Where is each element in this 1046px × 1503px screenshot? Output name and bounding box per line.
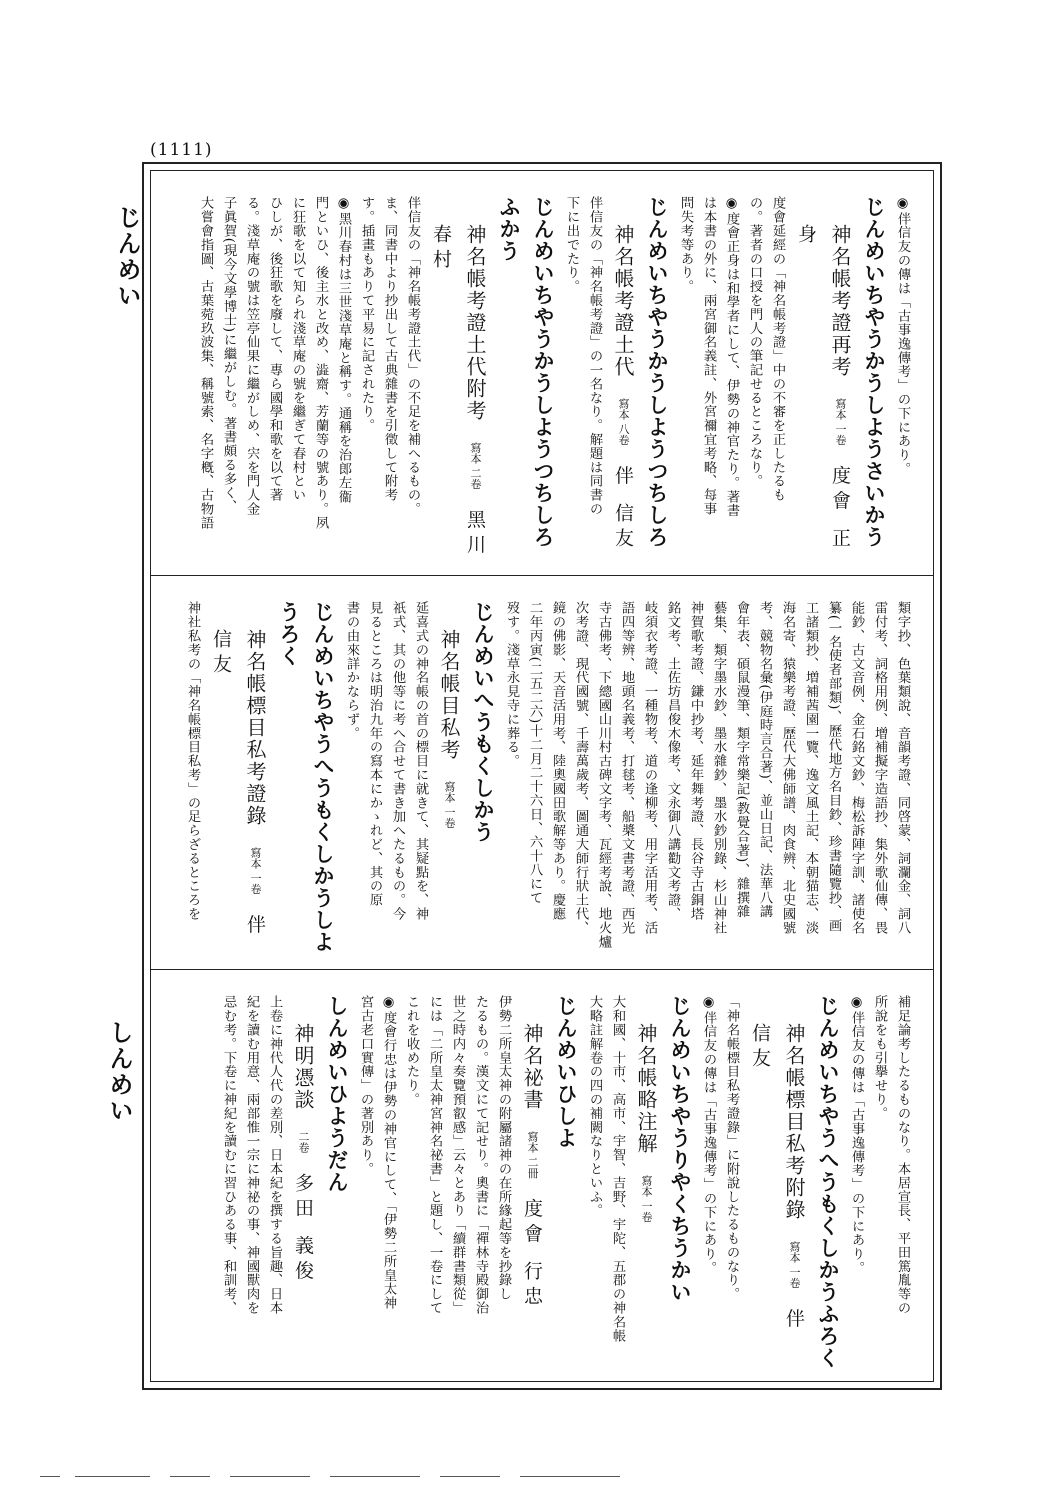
entry-body-line: 延喜式の神名帳の首の標目に就きて、其疑點を、神: [413, 601, 428, 921]
entry-title-line: [789, 196, 857, 563]
entry-title: 神名帳考證土代: [611, 224, 635, 378]
entry-body-line: ま、同書中より抄出して古典雜書を引徵して附考: [382, 196, 397, 502]
entry-body-line: 大略註解卷の四の補闕なりといふ。: [587, 995, 602, 1218]
entry-volumes: 寫本 一卷: [249, 847, 262, 895]
entry-reading-heading: じんめいひしよ: [554, 995, 579, 1149]
entry-body-line: ◉伴信友の傳は「古事逸傳考」の下にあり。: [701, 995, 716, 1275]
scan-edge-mark: [170, 1476, 210, 1477]
entry-body-line: 工諸類抄、増補茜園一覽、逸文風土記、本朝猫志、淡: [803, 601, 818, 935]
scan-edge-mark: [230, 1476, 310, 1477]
entry-body-line: 次考證、現代國號、千壽萬歲考、圖通大師行狀土代、: [573, 601, 588, 935]
entry-reading-heading: じんめいちやうへうもくしかうしようろく: [277, 601, 336, 953]
entry-body-line: 伴信友の「神名帳考證」の一名なり。解題は同書の: [587, 196, 602, 516]
entry-volumes: 寫本 一卷: [443, 781, 456, 829]
entry-body-line: 問失考等あり。: [678, 196, 693, 294]
entry-title-line: [629, 995, 663, 1370]
entry-reading-heading: じんめいへうもくしかう: [471, 601, 496, 843]
entry-reading-heading: じんめいちやうへうもくしかうふろく: [816, 995, 841, 1369]
entry-body-line: ひしが、後狂歌を廢して、專ら國學和歌を以て著: [267, 196, 282, 502]
entry-body-line: 歿す。淺草永見寺に葬る。: [504, 601, 519, 768]
entry-body-line: ◉度會正身は和學者にして、伊勢の神官たり。著書: [724, 196, 739, 518]
scan-edge-mark: [75, 1476, 150, 1477]
entry-title-line: [606, 196, 640, 563]
side-label-bottom: しんめい: [105, 1020, 134, 1124]
entry-title-line: [424, 196, 492, 563]
entry-body-line: 岐須衣考證、一種物考、道の逢柳考、用字活用考、活: [642, 601, 657, 935]
entry-body-line: これを收めたり。: [404, 995, 419, 1107]
entry-body-line: 藝集、類字墨水鈔、墨水雜鈔、墨水鈔別錄、杉山神社: [711, 601, 726, 935]
entry-volumes: 寫本 一卷: [834, 398, 847, 446]
entry-body-line: 祇式、其の他等に考へ合せて書き加へたるもの。今: [390, 601, 405, 921]
entry-body-line: 書の由來詳かならず。: [344, 601, 359, 740]
entry-body-line: は本書の外に、兩宮御名義註、外宮禰宜考略、每事: [701, 196, 716, 516]
entry-body-line: 語四等辨、地頭名義考、打毬考、船槳文書考證、西光: [619, 601, 634, 935]
entry-reading-heading: じんめいちやうかうしようさいかう: [862, 196, 887, 548]
entry-body-line: 神社私考の「神名帳標目私考」の足らざるところを: [185, 601, 200, 921]
entry-body-line: ◉伴信友の傳は「古事逸傳考」の下にあり。: [895, 196, 910, 476]
entry-body-line: 宮古老口實傳」の著別あり。: [358, 995, 373, 1176]
entry-body-line: 大嘗會指圖、古葉菀玖波集、稱號索、名字槪、古物語: [198, 196, 213, 530]
entry-title: 神名帳標目私考附錄: [782, 1023, 806, 1221]
scan-edge-mark: [520, 1476, 620, 1477]
side-label-top: じんめい: [113, 205, 142, 309]
entry-body-line: 能鈔、古文音例、金石銘文鈔、梅松訴陣字訓、諸使名: [849, 601, 864, 935]
scan-edge-mark: [440, 1476, 500, 1477]
entries-section-top: [152, 172, 932, 573]
entry-body-line: 所說をも引擧せり。: [872, 995, 887, 1121]
entry-title: 神名帳考證再考: [828, 224, 852, 378]
entry-body-line: には「二所皇太神宮神名祕書」と題し、一卷にして: [427, 995, 442, 1315]
entry-body-line: たるもの。漢文にて記せり。奧書に「禪林寺殿御治: [473, 995, 488, 1315]
entry-body-line: 見るところは明治九年の寫本にかゝれど、其の原: [367, 601, 382, 907]
scan-edge-mark: [40, 1476, 60, 1477]
entry-body-line: 雷付考、詞格用例、增補擬字造語抄、集外歌仙傳、畏: [872, 601, 887, 935]
entry-body-line: ◉黑川春村は三世淺草庵と稱す。通稱を治郎左衞: [336, 196, 351, 504]
entry-body-line: 門といひ、後主水と改め、澁齋、芳蘭等の號あり。夙: [313, 196, 328, 530]
entry-body-line: す。插畫もありて平易に記されたり。: [359, 196, 374, 433]
entry-body-line: 伴信友の「神名帳考證土代」の不足を補へるもの。: [405, 196, 420, 516]
entry-body-line: 大和國、十市、高市、宇智、吉野、宇陀、五郡の神名帳: [610, 995, 625, 1343]
entry-body-line: 會年表、碩鼠漫筆、類字常樂記(教覺合著)、雜撰雜: [734, 601, 749, 919]
scan-edge-mark: [330, 1476, 420, 1477]
entry-body-line: 「神名帳標目私考證錄」に附說したるものなり。: [724, 995, 739, 1301]
entry-body-line: ◉伴信友の傳は「古事逸傳考」の下にあり。: [849, 995, 864, 1275]
entry-author: 黑川 春村: [430, 224, 486, 560]
entry-title: 神名帳略注解: [634, 1023, 658, 1155]
entry-body-line: の。著者の口授を門人の筆記せるところなり。: [747, 196, 762, 488]
entry-volumes: 寫本 一卷: [640, 1175, 653, 1223]
entry-volumes: 寫本 二冊: [526, 1131, 539, 1179]
entry-body-line: に狂歌を以て知られ淺草庵の號を繼ぎて春村とい: [290, 196, 305, 502]
entry-body-line: 度會延經の「神名帳考證」中の不審を正したるも: [770, 196, 785, 502]
entry-body-line: 伊勢二所皇太神の附屬諸神の在所緣起等を抄錄し: [496, 995, 511, 1301]
entry-reading-heading: じんめいちやうかうしようつちしろ: [645, 196, 670, 548]
entry-body-line: 神賀歌考證、鎌中抄考、延年舞考證、長谷寺古銅塔: [688, 601, 703, 921]
entry-body-line: 鏡の佛影、天音活用考、陸奧國田歌解等あり。慶應: [550, 601, 565, 921]
entry-body-line: 考、競物名彙(伊庭時言合著)、並山日記、法華八講: [757, 601, 772, 919]
entries-section-bottom: [152, 971, 932, 1380]
entry-title: 神名帳目私考: [437, 629, 461, 761]
entry-body-line: 下に出でたり。: [564, 196, 579, 294]
entries-section-middle: [152, 577, 932, 967]
entry-title: 神名帳標目私考證錄: [243, 629, 267, 827]
entry-body-line: 子眞賀(現今文學博士)に繼がしむ。著書頗る多く、: [221, 196, 236, 514]
page-number: (1111): [150, 140, 213, 160]
entry-body-line: 類字抄、色葉類說、音韻考證、同啓蒙、詞瀾金、詞八: [895, 601, 910, 935]
entry-title-line: [286, 995, 320, 1370]
entry-volumes: 二卷: [297, 1131, 310, 1153]
entry-body-line: 忌む考。下卷に神紀を讀むに習ひある事、和訓考、: [221, 995, 236, 1315]
entry-body-line: 紀を讀む用意、兩部惟一宗に神祕の事、神國獸肉を: [244, 995, 259, 1315]
entry-body-line: 上卷に神代人代の差別、日本紀を撰する旨趣、日本: [267, 995, 282, 1315]
entry-body-line: 補足論考したるものなり。本居宣長、平田篤胤等の: [895, 995, 910, 1315]
entry-volumes: 寫本 一卷: [788, 1241, 801, 1289]
entry-title-line: [204, 601, 272, 957]
entry-reading-heading: じんめいちやうりやくちうかい: [668, 995, 693, 1303]
entry-reading-heading: しんめいひようだん: [325, 995, 350, 1193]
entry-title-line: [432, 601, 466, 957]
section-divider: [150, 575, 934, 576]
entry-title: 神名祕書: [520, 1023, 544, 1111]
section-divider: [150, 969, 934, 970]
entry-reading-heading: じんめいちやうかうしようつちしろふかう: [497, 196, 556, 548]
entry-title: 神明憑談: [291, 1023, 315, 1111]
entry-author: 伴 信友: [749, 1023, 805, 1334]
entry-body-line: 世之時内々奏覽預叡感」云々とあり「續群書類從」: [450, 995, 465, 1315]
entry-body-line: 寺古佛考、下總國山川村古碑文字考、瓦經考說、地火爐: [596, 601, 611, 949]
entry-author: 度會 行忠: [521, 1198, 543, 1311]
entry-volumes: 寫本 二卷: [469, 442, 482, 490]
entry-body-line: 海名寄、猿樂考證、歷代大佛師譜、肉食辨、北史國號: [780, 601, 795, 935]
entry-title-line: [515, 995, 549, 1370]
entry-author: 多田 義俊: [292, 1173, 314, 1286]
entry-author: 伴 信友: [612, 465, 634, 553]
entry-author: 伴 信友: [210, 629, 266, 940]
entry-title: 神名帳考證土代附考: [463, 224, 487, 422]
entry-body-line: 二年丙寅(二五二六)十二月二十六日、六十八にて: [527, 601, 542, 905]
entry-title-line: [743, 995, 811, 1370]
entry-body-line: る。淺草庵の號は笠亭仙果に繼がしめ、宍を門人金: [244, 196, 259, 516]
entry-author: 度會 正身: [795, 224, 851, 553]
entry-body-line: ◉度會行忠は伊勢の神官にして、「伊勢二所皇太神: [381, 995, 396, 1310]
entry-body-line: 銘文考、土佐坊昌俊木像考、文永御八講勸文考證、: [665, 601, 680, 921]
entry-body-line: 纂(一名使者部類)、歷代地方名目鈔、珍書隨覽抄、画: [826, 601, 841, 933]
entry-volumes: 寫本 八卷: [617, 398, 630, 446]
